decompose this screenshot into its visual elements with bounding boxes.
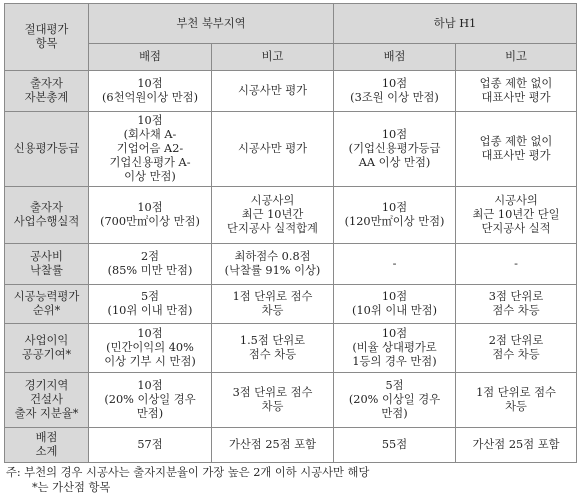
bucheon-score-text: 기업신용평가 A-	[109, 156, 191, 169]
table-row	[5, 324, 577, 373]
bucheon-score-text: 만점)	[136, 407, 164, 420]
header-item-cell	[5, 4, 89, 71]
hanam-score-text: (비율 상대평가로	[352, 341, 437, 354]
bucheon-note-text: 1.5점 단위로	[239, 334, 306, 347]
bucheon-score-cell	[89, 373, 212, 428]
bucheon-note-text: 1점 단위로 점수	[232, 290, 313, 303]
row-label-text: 신용평가등급	[13, 142, 80, 155]
table-row	[5, 428, 577, 463]
bucheon-score-text: 이상 만점)	[124, 170, 176, 183]
row-label-text: 건설사	[30, 393, 63, 406]
hanam-note-text: 시공사의	[494, 194, 538, 207]
table-row	[5, 244, 577, 285]
hanam-score-text: 10점	[381, 77, 408, 90]
hanam-note-text: 최근 10년간 단일	[472, 208, 560, 221]
bucheon-score-text: 10점	[137, 114, 163, 127]
row-label-text: 시공능력평가	[13, 290, 80, 303]
hanam-score-text: 1등의 경우 만점)	[352, 355, 437, 368]
bucheon-note-cell	[212, 285, 334, 324]
hanam-note-cell	[456, 112, 577, 187]
footnote-line: 주: 부천의 경우 시공사는 출자지분율이 가장 높은 2개 이하 시공사만 해당	[6, 466, 370, 479]
hanam-note-text: 점수 차등	[492, 348, 540, 361]
bucheon-score-cell	[89, 324, 212, 373]
bucheon-score-text: 10점	[137, 201, 163, 214]
hanam-note-text: 3점 단위로	[488, 290, 544, 303]
hanam-note-text: 업종 제한 없이	[479, 135, 553, 148]
hanam-score-cell	[334, 112, 456, 187]
hanam-score-text: 10점	[381, 290, 408, 303]
row-label-text: 출자 지분율*	[14, 407, 79, 420]
row-label-text: 사업수행실적	[13, 215, 80, 228]
bucheon-note-text: 점수 차등	[248, 348, 297, 361]
row-label-cell	[5, 428, 89, 463]
row-label-text: 자본총계	[24, 91, 69, 104]
bucheon-score-text: (10위 이내 만점)	[107, 304, 193, 317]
hanam-score-cell	[334, 244, 456, 285]
hanam-note-text: 대표사만 평가	[481, 149, 551, 162]
hanam-note-text: 2점 단위로	[488, 334, 544, 347]
bucheon-note-cell	[212, 244, 334, 285]
row-label-cell	[5, 244, 89, 285]
row-label-text: 출자자	[30, 201, 63, 214]
header-item-line: 항목	[35, 37, 58, 50]
hanam-note-text: 업종 제한 없이	[479, 77, 553, 90]
bucheon-note-text: 최하점수 0.8점	[234, 250, 311, 263]
hanam-score-cell	[334, 428, 456, 463]
hanam-score-cell	[334, 285, 456, 324]
hanam-note-cell	[456, 187, 577, 244]
bucheon-score-text: (회사채 A-	[123, 128, 177, 141]
hanam-note-text: 차등	[505, 400, 527, 413]
hanam-note-text: 점수 차등	[492, 304, 540, 317]
row-label-cell	[5, 285, 89, 324]
row-label-text: 공사비	[30, 250, 63, 263]
row-label-text: 순위*	[32, 304, 61, 317]
hanam-note-cell	[456, 71, 577, 112]
bucheon-note-text: 시공사만 평가	[237, 142, 308, 155]
bucheon-score-cell	[89, 187, 212, 244]
subheader-score: 배점	[89, 44, 212, 71]
hanam-score-text: -	[392, 257, 397, 270]
bucheon-note-text: 3점 단위로 점수	[232, 386, 313, 399]
bucheon-score-text: 이상 기부 시 만점)	[104, 355, 196, 368]
hanam-note-cell	[456, 285, 577, 324]
hanam-note-text: 가산점 25점 포함	[472, 438, 560, 451]
bucheon-note-text: 차등	[261, 400, 284, 413]
bucheon-score-text: 10점	[137, 327, 163, 340]
hanam-note-cell	[456, 428, 577, 463]
bucheon-note-cell	[212, 187, 334, 244]
subheader-score: 배점	[334, 44, 456, 71]
header-group-bucheon: 부천 북부지역	[89, 4, 334, 44]
row-label-text: 공공기여*	[21, 348, 72, 361]
hanam-score-text: 10점	[381, 128, 408, 141]
bucheon-score-text: (20% 이상일 경우	[104, 393, 196, 406]
bucheon-note-cell	[212, 71, 334, 112]
hanam-score-text: AA 이상 만점)	[358, 156, 431, 169]
bucheon-note-text: 시공사만 평가	[237, 84, 308, 97]
bucheon-note-text: (낙찰률 91% 이상)	[224, 264, 321, 277]
hanam-score-text: 만점)	[381, 407, 408, 420]
hanam-score-text: (10위 이내 만점)	[352, 304, 437, 317]
bucheon-score-cell	[89, 112, 212, 187]
bucheon-note-cell	[212, 324, 334, 373]
hanam-score-text: (20% 이상일 경우	[348, 393, 441, 406]
bucheon-note-cell	[212, 112, 334, 187]
bucheon-note-text: 단지공사 실적합계	[227, 222, 318, 235]
bucheon-score-text: 5점	[140, 290, 160, 303]
bucheon-score-cell	[89, 285, 212, 324]
bucheon-score-text: 2점	[140, 250, 160, 263]
table-row	[5, 71, 577, 112]
bucheon-score-cell	[89, 71, 212, 112]
table-row	[5, 285, 577, 324]
bucheon-score-text: (85% 미만 만점)	[107, 264, 193, 277]
row-label-cell	[5, 187, 89, 244]
bucheon-note-text: 가산점 25점 포함	[228, 438, 317, 451]
hanam-score-text: (기업신용평가등급	[348, 142, 441, 155]
hanam-note-text: 1점 단위로 점수	[476, 386, 556, 399]
bucheon-note-cell	[212, 373, 334, 428]
table-row	[5, 373, 577, 428]
hanam-note-cell	[456, 373, 577, 428]
row-label-cell	[5, 324, 89, 373]
subheader-row	[5, 44, 577, 71]
hanam-score-text: 10점	[381, 327, 408, 340]
footnote-line: *는 가산점 항목	[32, 481, 111, 494]
bucheon-score-text: 기업어음 A2-	[116, 142, 184, 155]
bucheon-note-text: 최근 10년간	[241, 208, 304, 221]
row-label-text: 낙찰률	[30, 264, 63, 277]
bucheon-score-text: 10점	[137, 379, 163, 392]
hanam-note-text: 단지공사 실적	[481, 222, 551, 235]
bucheon-note-cell	[212, 428, 334, 463]
hanam-note-cell	[456, 244, 577, 285]
table-row	[5, 187, 577, 244]
bucheon-score-text: (700만㎡이상 만점)	[100, 215, 200, 228]
header-row	[5, 4, 577, 44]
subheader-note: 비고	[456, 44, 577, 71]
row-label-cell	[5, 112, 89, 187]
row-label-text: 사업이익	[24, 334, 69, 347]
hanam-score-text: (120만㎡이상 만점)	[344, 215, 445, 228]
hanam-score-cell	[334, 324, 456, 373]
hanam-note-cell	[456, 324, 577, 373]
bucheon-score-cell	[89, 244, 212, 285]
bucheon-score-text: (민간이익의 40%	[106, 341, 194, 354]
row-label-cell	[5, 71, 89, 112]
bucheon-score-text: (6천억원이상 만점)	[102, 91, 198, 104]
row-label-cell	[5, 373, 89, 428]
bucheon-score-text: 57점	[137, 438, 163, 451]
table-row	[5, 112, 577, 187]
header-item-line: 절대평가	[24, 23, 69, 36]
row-label-text: 경기지역	[24, 379, 69, 392]
row-label-text: 소계	[35, 445, 58, 458]
hanam-score-text: 10점	[381, 201, 408, 214]
row-label-text: 출자자	[30, 77, 63, 90]
bucheon-note-text: 시공사의	[250, 194, 295, 207]
subheader-note: 비고	[212, 44, 334, 71]
hanam-score-cell	[334, 71, 456, 112]
hanam-score-text: (3조원 이상 만점)	[350, 91, 439, 104]
hanam-note-text: 대표사만 평가	[481, 91, 551, 104]
header-group-hanam: 하남 H1	[334, 4, 577, 44]
evaluation-table	[4, 3, 577, 463]
hanam-score-text: 55점	[381, 438, 408, 451]
bucheon-note-text: 차등	[261, 304, 284, 317]
hanam-note-text: -	[514, 257, 518, 270]
hanam-score-text: 5점	[385, 379, 404, 392]
bucheon-score-cell	[89, 428, 212, 463]
hanam-score-cell	[334, 373, 456, 428]
bucheon-score-text: 10점	[137, 77, 163, 90]
footnote	[6, 465, 369, 495]
hanam-score-cell	[334, 187, 456, 244]
row-label-text: 배점	[35, 431, 58, 444]
